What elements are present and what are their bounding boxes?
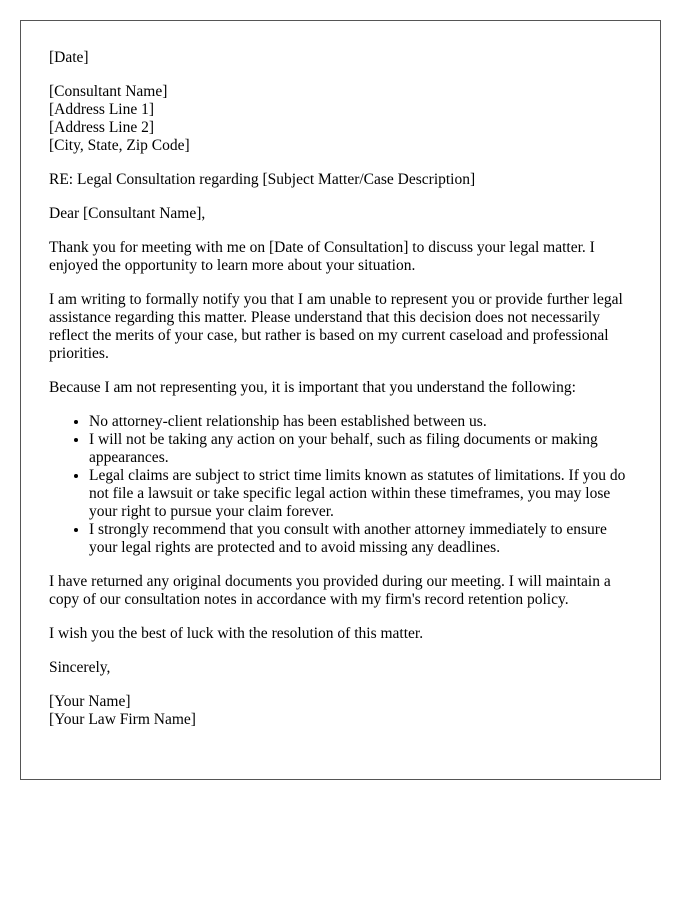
body-paragraph: I have returned any original documents you provided during our meeting. I will maintain a copy of our consultation notes in accordance with my firm's record retention policy. xyxy=(49,573,611,608)
valediction: Sincerely, xyxy=(49,659,111,676)
notice-list xyxy=(49,413,632,557)
body-paragraph: I am writing to formally notify you that I am unable to represent you or provide further legal assistance regarding this matter. Please understand that this decision does not necessarily reflect the merits of your case, but rather is based on my current caseload and professional priorities. xyxy=(49,291,623,362)
list-item: • I will not be taking any action on your behalf, such as filing documents or making appearances. xyxy=(89,431,632,467)
signature-firm: [Your Law Firm Name] xyxy=(49,711,196,728)
signature-name: [Your Name] xyxy=(49,693,131,710)
recipient-address-line-1: [Address Line 1] xyxy=(49,101,155,118)
recipient-address xyxy=(49,83,632,155)
signature-block xyxy=(49,693,632,729)
letter-date: [Date] xyxy=(49,49,89,66)
body-paragraph: I wish you the best of luck with the resolution of this matter. xyxy=(49,625,424,642)
list-item: • No attorney-client relationship has been established between us. xyxy=(89,413,632,431)
list-item: • Legal claims are subject to strict time limits known as statutes of limitations. If you do not file a lawsuit or take specific legal action within these timeframes, you may lose your right to pursue your claim forever. xyxy=(89,467,632,521)
body-paragraph: Thank you for meeting with me on [Date of Consultation] to discuss your legal matter. I enjoyed the opportunity to learn more about your situation. xyxy=(49,239,595,274)
list-item: • I strongly recommend that you consult with another attorney immediately to ensure your legal rights are protected and to avoid missing any deadlines. xyxy=(89,521,632,557)
recipient-address-line-2: [Address Line 2] xyxy=(49,119,155,136)
re-line: RE: Legal Consultation regarding [Subject Matter/Case Description] xyxy=(49,171,476,188)
salutation: Dear [Consultant Name], xyxy=(49,205,206,222)
recipient-city-state-zip: [City, State, Zip Code] xyxy=(49,137,190,154)
letter-page xyxy=(20,20,661,780)
body-paragraph: Because I am not representing you, it is important that you understand the following: xyxy=(49,379,576,396)
recipient-name: [Consultant Name] xyxy=(49,83,168,100)
